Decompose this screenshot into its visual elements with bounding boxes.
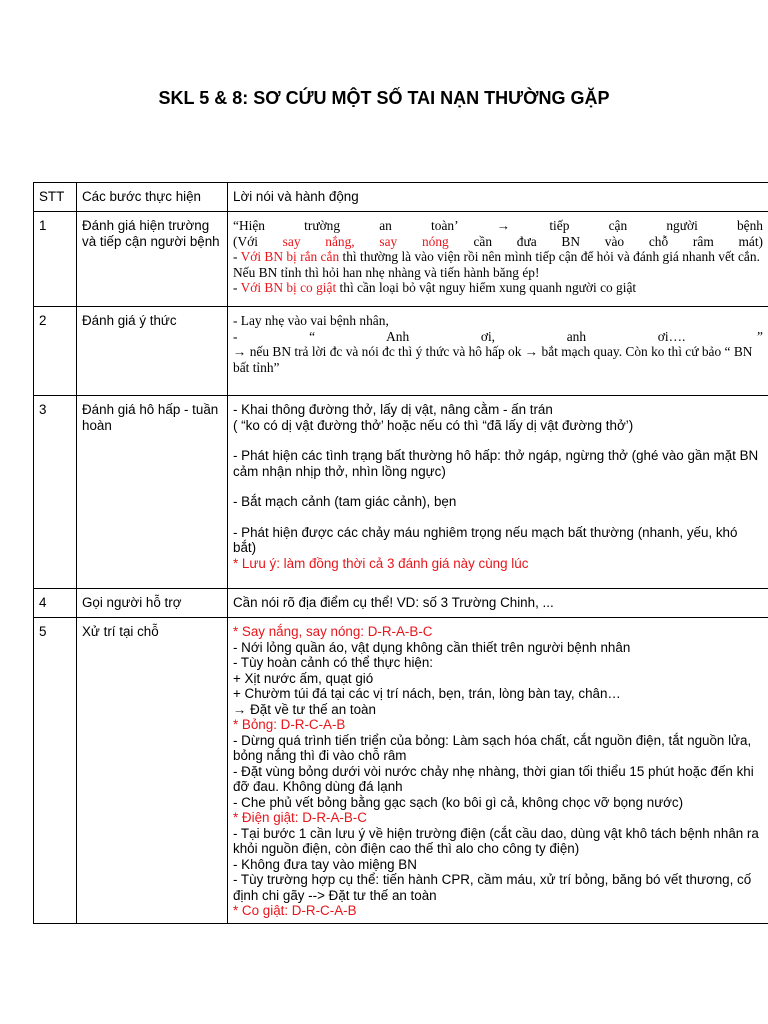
section-heading: * Bỏng: D-R-C-A-B <box>233 717 346 732</box>
row-step: Gọi người hỗ trợ <box>77 589 228 618</box>
row-step: Đánh giá hô hấp - tuần hoàn <box>77 396 228 589</box>
table-row <box>34 589 768 618</box>
table-row <box>34 618 768 924</box>
table-row <box>34 212 768 307</box>
action-line: - Không đưa tay vào miệng BN <box>233 856 417 872</box>
row-actions <box>228 618 768 924</box>
action-line: - Bắt mạch cảnh (tam giác cảnh), bẹn <box>233 494 457 509</box>
row-step: Xử trí tại chỗ <box>77 618 228 924</box>
action-line: “Hiện trường an toàn’ → tiếp cận người bệnh <box>233 218 763 233</box>
first-aid-table <box>33 182 768 924</box>
action-line: - Nới lỏng quần áo, vật dụng không cần thiết trên người bệnh nhân <box>233 639 631 655</box>
highlight-text: say nắng, say nóng <box>282 233 449 249</box>
row-step: Đánh giá ý thức <box>77 307 228 396</box>
text-segment: thì cần loại bỏ vật nguy hiểm xung quanh người co giật <box>336 280 637 295</box>
text-segment: - <box>233 249 241 264</box>
table-row <box>34 396 768 589</box>
table-row <box>34 307 768 396</box>
row-number: 5 <box>34 618 77 924</box>
action-line: + Chườm túi đá tại các vị trí nách, bẹn, trán, lòng bàn tay, chân… <box>233 686 621 701</box>
row-actions <box>228 212 768 307</box>
row-number: 2 <box>34 307 77 396</box>
action-line: - Đặt vùng bỏng dưới vòi nước chảy nhẹ nhàng, thời gian tối thiểu 15 phút hoặc đến khi đỡ đau. Không dùng đá lạnh <box>233 763 754 794</box>
action-line: - Dừng quá trình tiến triển của bỏng: Làm sạch hóa chất, cắt nguồn điện, tắt nguồn lửa, bỏng nắng thì đi vào chỗ râm <box>233 732 752 763</box>
action-line: - Tùy trường hợp cụ thể: tiến hành CPR, cầm máu, xử trí bỏng, băng bó vết thương, cố định chi gãy --> Đặt tư thế an toàn <box>233 872 752 903</box>
action-line: ( “ko có dị vật đường thở’ hoặc nếu có thì “đã lấy dị vật đường thở’) <box>233 417 634 433</box>
row-step: Đánh giá hiện trường và tiếp cận người bệnh <box>77 212 228 307</box>
action-line: - Phát hiện được các chảy máu nghiêm trọng nếu mạch bất thường (nhanh, yếu, khó bắt) <box>233 524 738 555</box>
action-line: - Tại bước 1 cần lưu ý về hiện trường điện (cắt cầu dao, dùng vật khô tách bệnh nhân ra khỏi nguồn điện, còn điện cao thế thì alo cho công ty điện) <box>233 825 759 856</box>
action-line: Cần nói rõ địa điểm cụ thể! VD: số 3 Trường Chinh, ... <box>233 595 554 610</box>
action-line <box>233 234 763 250</box>
action-line: - “ Anh ơi, anh ơi…. ” <box>233 328 763 344</box>
row-number: 3 <box>34 396 77 589</box>
section-heading: * Điện giật: D-R-A-B-C <box>233 810 367 825</box>
action-line: - Phát hiện các tình trạng bất thường hô hấp: thở ngáp, ngừng thở (ghé vào gần mặt BN cảm nhận nhịp thở, nhìn lồng ngực) <box>233 448 759 479</box>
row-number: 1 <box>34 212 77 307</box>
header-actions: Lời nói và hành động <box>228 183 768 212</box>
action-line <box>233 280 763 296</box>
action-line: - Khai thông đường thở, lấy dị vật, nâng cằm - ấn trán <box>233 402 553 417</box>
text-segment: (Với <box>233 233 283 249</box>
row-actions <box>228 396 768 589</box>
table-header-row <box>34 183 768 212</box>
action-line: → Đặt về tư thế an toàn <box>233 701 376 717</box>
note-line: * Lưu ý: làm đồng thời cả 3 đánh giá này cùng lúc <box>233 555 529 571</box>
action-line <box>233 249 763 280</box>
action-line: - Tùy hoàn cảnh có thể thực hiện: <box>233 655 434 670</box>
action-line: + Xịt nước ấm, quạt gió <box>233 670 374 686</box>
header-steps: Các bước thực hiện <box>77 183 228 212</box>
row-number: 4 <box>34 589 77 618</box>
row-actions <box>228 589 768 618</box>
document-title: SKL 5 & 8: SƠ CỨU MỘT SỐ TAI NẠN THƯỜNG GẶP <box>158 88 610 108</box>
text-segment: cần đưa BN vào chỗ râm mát) <box>448 233 764 249</box>
action-line: - Lay nhẹ vào vai bệnh nhân, <box>233 313 389 328</box>
action-line: - Che phủ vết bỏng bằng gạc sạch (ko bôi gì cả, không chọc vỡ bọng nước) <box>233 794 684 810</box>
header-stt: STT <box>34 183 77 212</box>
text-segment: thì thường là vào viện rồi nên mình tiếp cận để hỏi và đánh giá nhanh vết cắn. Nếu BN tỉnh thì hỏi han nhẹ nhàng và tiến hành băng ép! <box>233 249 760 280</box>
row-actions <box>228 307 768 396</box>
section-heading: * Say nắng, say nóng: D-R-A-B-C <box>233 624 433 639</box>
highlight-text: Với BN bị co giật <box>240 280 337 295</box>
text-segment: - <box>233 280 241 295</box>
section-heading: * Co giật: D-R-C-A-B <box>233 903 357 918</box>
action-line: → nếu BN trả lời đc và nói đc thì ý thức và hô hấp ok → bắt mạch quay. Còn ko thì cứ bảo “ BN bất tỉnh” <box>233 344 753 375</box>
highlight-text: Với BN bị rắn cắn <box>240 249 340 264</box>
